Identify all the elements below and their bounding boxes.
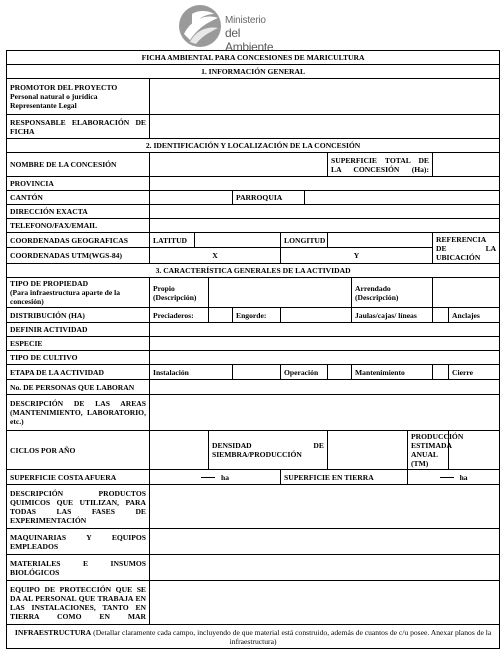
jaulas-label: Jaulas/cajas/ líneas	[352, 308, 433, 323]
especie-label: ESPECIE	[7, 337, 150, 351]
section2-title: 2. IDENTIFICACIÓN Y LOCALIZACIÓN DE LA CONCESIÓN	[7, 139, 500, 153]
tipo-cultivo-field[interactable]	[150, 351, 500, 365]
densidad-field[interactable]	[328, 431, 408, 470]
materiales-field[interactable]	[150, 555, 500, 581]
descripcion-areas-field[interactable]	[150, 395, 500, 431]
arrendado-label: Arrendado (Descripción)	[352, 278, 433, 308]
coord-geo-label: COORDENADAS GEOGRAFICAS	[7, 233, 150, 248]
sup-tierra-field[interactable]: ha	[408, 470, 500, 485]
equipo-proteccion-label: EQUIPO DE PROTECCIÓN QUE SE DA AL PERSONAL QUE TRABAJA EN LAS INSTALACIONES, TANTO EN TIERRA COMO EN MAR	[7, 581, 150, 625]
canton-label: CANTÓN	[7, 191, 150, 205]
productos-quimicos-label: DESCRIPCIÓN PRODUCTOS QUIMICOS QUE UTILIZAN, PARA TODAS LAS FASES DE EXPERIMENTACIÓN	[7, 485, 150, 529]
ciclos-label: CICLOS POR AÑO	[7, 431, 150, 470]
provincia-label: PROVINCIA	[7, 177, 150, 191]
utm-y-field[interactable]: Y	[281, 248, 433, 264]
instalacion-label: Instalación	[150, 365, 233, 380]
canton-field[interactable]	[150, 191, 233, 205]
descripcion-areas-label: DESCRIPCIÓN DE LAS AREAS (MANTENIMIENTO, LABORATORIO, etc.)	[7, 395, 150, 431]
definir-actividad-field[interactable]	[150, 323, 500, 337]
preciaderos-label: Preciaderos:	[150, 308, 209, 323]
blank-line	[440, 477, 454, 478]
ficha-ambiental-form	[6, 50, 500, 649]
sup-costa-label: SUPERFICIE COSTA AFUERA	[7, 470, 150, 485]
produccion-label: PRODUCCIÓN ESTIMADA ANUAL (TM)	[408, 431, 449, 470]
promotor-field[interactable]	[150, 79, 500, 115]
personas-field[interactable]	[150, 380, 500, 395]
provincia-field[interactable]	[150, 177, 500, 191]
form-title: FICHA AMBIENTAL PARA CONCESIONES DE MARICULTURA	[7, 51, 500, 65]
infraestructura-label: INFRAESTRUCTURA	[14, 627, 92, 637]
direccion-label: DIRECCIÓN EXACTA	[7, 205, 150, 219]
logo-text-line2: del Ambiente	[225, 26, 274, 54]
responsable-label: RESPONSABLE ELABORACIÓN DE FICHA	[7, 115, 150, 139]
referencia-label: REFERENCIA DE LA UBICACIÓN	[433, 233, 500, 264]
engorde-label: Engorde:	[233, 308, 281, 323]
tipo-cultivo-label: TIPO DE CULTIVO	[7, 351, 150, 365]
leaf-logo-icon	[178, 4, 222, 48]
maquinarias-field[interactable]	[150, 529, 500, 555]
utm-x-field[interactable]: X	[150, 248, 281, 264]
propio-label: Propio (Descripción)	[150, 278, 209, 308]
nombre-concesion-field[interactable]	[150, 153, 328, 177]
ministry-logo	[178, 4, 288, 54]
section3-title: 3. CARACTERÍSTICA GENERALES DE LA ACTIVIDAD	[7, 264, 500, 278]
etapa-label: ETAPA DE LA ACTIVIDAD	[7, 365, 150, 380]
instalacion-field[interactable]	[233, 365, 281, 380]
arrendado-field[interactable]	[433, 278, 500, 308]
maquinarias-label: MAQUINARIAS Y EQUIPOS EMPLEADOS	[7, 529, 150, 555]
definir-actividad-label: DEFINIR ACTIVIDAD	[7, 323, 150, 337]
preciaderos-field[interactable]	[209, 308, 233, 323]
nombre-concesion-label: NOMBRE DE LA CONCESIÓN	[7, 153, 150, 177]
mantenimiento-label: Mantenimiento	[352, 365, 433, 380]
sup-tierra-label: SUPERFICIE EN TIERRA	[281, 470, 408, 485]
telefono-label: TELEFONO/FAX/EMAIL	[7, 219, 150, 233]
especie-field[interactable]	[150, 337, 500, 351]
logo-text-line1: Ministerio	[225, 15, 266, 26]
tipo-propiedad-label: TIPO DE PROPIEDAD (Para infraestructura aparte de la concesión)	[7, 278, 150, 308]
telefono-field[interactable]	[150, 219, 500, 233]
latitud-label: LATITUD	[150, 233, 195, 248]
distribucion-label: DISTRIBUCIÓN (HA)	[7, 308, 150, 323]
direccion-field[interactable]	[150, 205, 500, 219]
superficie-total-field[interactable]	[433, 153, 500, 177]
coord-utm-label: COORDENADAS UTM(WGS-84)	[7, 248, 150, 264]
promotor-label: PROMOTOR DEL PROYECTO Personal natural o jurídica Representante Legal	[7, 79, 150, 115]
blank-line	[201, 477, 215, 478]
infraestructura-row	[7, 625, 500, 649]
infraestructura-note: (Detallar claramente cada campo, incluyendo de que material está construido, además de cuantos de c/u posee. Anexar planos de la infraestructura)	[93, 627, 492, 646]
responsable-field[interactable]	[150, 115, 500, 139]
productos-quimicos-field[interactable]	[150, 485, 500, 529]
parroquia-field[interactable]	[305, 191, 500, 205]
personas-label: No. DE PERSONAS QUE LABORAN	[7, 380, 150, 395]
engorde-field[interactable]	[281, 308, 352, 323]
longitud-field[interactable]	[328, 233, 433, 248]
longitud-label: LONGITUD	[281, 233, 328, 248]
ciclos-field[interactable]	[150, 431, 209, 470]
equipo-proteccion-field[interactable]	[150, 581, 500, 625]
section1-title: 1. INFORMACIÓN GENERAL	[7, 65, 500, 79]
operacion-field[interactable]	[328, 365, 352, 380]
jaulas-field[interactable]	[433, 308, 449, 323]
densidad-label: DENSIDAD DE SIEMBRA/PRODUCCIÓN	[209, 431, 328, 470]
sup-costa-field[interactable]: ha	[150, 470, 281, 485]
parroquia-label: PARROQUIA	[233, 191, 305, 205]
anclajes-label: Anclajes	[449, 308, 500, 323]
operacion-label: Operación	[281, 365, 328, 380]
materiales-label: MATERIALES E INSUMOS BIOLÓGICOS	[7, 555, 150, 581]
superficie-total-label: SUPERFICIE TOTAL DE LA CONCESIÓN (Ha):	[328, 153, 433, 177]
propio-field[interactable]	[209, 278, 352, 308]
mantenimiento-field[interactable]	[433, 365, 449, 380]
latitud-field[interactable]	[195, 233, 281, 248]
cierre-label: Cierre	[449, 365, 500, 380]
